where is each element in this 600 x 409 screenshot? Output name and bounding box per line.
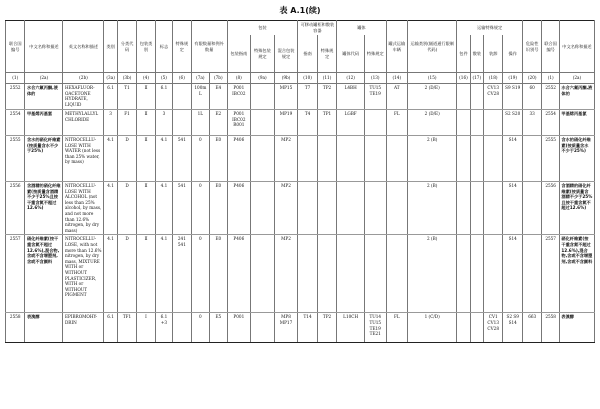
cell-un2: 2552 — [542, 84, 559, 110]
column-number: (7a) — [191, 73, 209, 84]
column-number: (18) — [483, 73, 502, 84]
cell-un2: 2556 — [542, 182, 559, 235]
cell-eq: E2 — [210, 110, 227, 136]
cell-eq: E0 — [210, 235, 227, 313]
cell-s18 — [483, 110, 502, 136]
cell-un: 2554 — [6, 110, 25, 136]
cell-pp — [251, 235, 275, 313]
cell-lq: 100mL — [191, 84, 209, 110]
cell-cn: 含酒精的硝化纤维素(按质量含酒精不少于25%且按干重含氮不超过12.6%) — [25, 182, 63, 235]
cell-pti — [298, 182, 317, 235]
column-number: (20) — [522, 73, 541, 84]
cell-tcat: 2 (B) — [408, 182, 457, 235]
column-number: (15) — [408, 73, 457, 84]
header-tank-special: 特殊规定 — [365, 35, 387, 73]
column-number: (16) — [457, 73, 470, 84]
column-number: (1) — [542, 73, 559, 84]
column-number: (5) — [155, 73, 172, 84]
header-packing-group: 包装类别 — [137, 21, 155, 73]
cell-en: EPIBROMOHY-DRIN — [63, 313, 104, 343]
cell-lq: 0 — [191, 313, 209, 343]
cell-lbl: 3 — [155, 110, 172, 136]
cell-sp: 541 — [173, 182, 191, 235]
cell-mp: MP15 — [274, 84, 298, 110]
table-row — [6, 313, 595, 343]
cell-tc: L4BH — [337, 84, 365, 110]
cell-mp: MP2 — [274, 235, 298, 313]
cell-un: 2558 — [6, 313, 25, 343]
cell-pti: T7 — [298, 84, 317, 110]
cell-s19: S2 S20 — [503, 110, 523, 136]
cell-sp — [173, 110, 191, 136]
cell-s16 — [457, 136, 470, 182]
cell-ts — [365, 110, 387, 136]
cell-vt: FL — [386, 313, 408, 343]
cell-code: TF1 — [117, 313, 136, 343]
header-hazard-id: 危险性识别号 — [522, 21, 541, 73]
cell-pi: P406 — [227, 182, 251, 235]
cell-tcat: 1 (C/D) — [408, 313, 457, 343]
header-tank-code: 罐体代码 — [337, 35, 365, 73]
cell-ts: TU15 TE19 — [365, 84, 387, 110]
cell-sp — [173, 84, 191, 110]
cell-pp — [251, 110, 275, 136]
cell-hz — [522, 136, 541, 182]
cell-tc: LGBF — [337, 110, 365, 136]
cell-s17 — [470, 136, 483, 182]
header-class: 类别 — [104, 21, 117, 73]
header-special-provisions: 特殊规定 — [173, 21, 191, 73]
cell-tc — [337, 136, 365, 182]
table-row — [6, 110, 595, 136]
cell-hz: 663 — [522, 313, 541, 343]
cell-s17 — [470, 110, 483, 136]
cell-pts: TP2 — [317, 313, 337, 343]
column-number: (14) — [386, 73, 408, 84]
header-ts-load: 装卸 — [483, 35, 502, 73]
table-row — [6, 235, 595, 313]
cell-lbl: 6.1 +3 — [155, 313, 172, 343]
table-row — [6, 136, 595, 182]
cell-un2: 2554 — [542, 110, 559, 136]
header-name-cn: 中文名称和描述 — [25, 21, 63, 73]
cell-s16 — [457, 84, 470, 110]
cell-cn2: 水合六氟丙酮,液体的 — [559, 84, 594, 110]
cell-cls: 4.1 — [104, 235, 117, 313]
cell-tcat: 2 (D/E) — [408, 84, 457, 110]
cell-eq: E0 — [210, 182, 227, 235]
cell-vt — [386, 182, 408, 235]
column-number: (19) — [503, 73, 523, 84]
header-classification-code: 分类代码 — [117, 21, 136, 73]
cell-pti: T14 — [298, 313, 317, 343]
cell-s16 — [457, 182, 470, 235]
cell-pp — [251, 313, 275, 343]
cell-code: F1 — [117, 110, 136, 136]
cell-un: 2557 — [6, 235, 25, 313]
column-number-row — [6, 73, 595, 84]
header-tank: 罐体 — [337, 21, 386, 36]
cell-cls: 3 — [104, 110, 117, 136]
cell-eq: E0 — [210, 136, 227, 182]
cell-pg: Ⅱ — [137, 84, 155, 110]
cell-tcat: 2 (B) — [408, 235, 457, 313]
cell-cn: 表溴醇 — [25, 313, 63, 343]
cell-cn: 甲基烯丙基氯 — [25, 110, 63, 136]
cell-mp: MP8 MP17 — [274, 313, 298, 343]
header-transport-category: 运输类别(隧道通行限制代码) — [408, 21, 457, 73]
table-title: 表 A.1(续) — [279, 6, 321, 15]
cell-pi: P406 — [227, 235, 251, 313]
cell-sp: 541 — [173, 136, 191, 182]
cell-s18: CV13 CV28 — [483, 84, 502, 110]
cell-code: T1 — [117, 84, 136, 110]
cell-ts: TU14 TU15 TE19 TE21 — [365, 313, 387, 343]
column-number: (8) — [227, 73, 251, 84]
column-number: (3b) — [117, 73, 136, 84]
cell-un: 2552 — [6, 84, 25, 110]
cell-pg: Ⅱ — [137, 136, 155, 182]
cell-lbl: 4.1 — [155, 136, 172, 182]
cell-tc: L10CH — [337, 313, 365, 343]
column-number: (3a) — [104, 73, 117, 84]
column-number: (17) — [470, 73, 483, 84]
cell-s18: CV1 CV13 CV28 — [483, 313, 502, 343]
cell-eq: E5 — [210, 313, 227, 343]
cell-en: NITROCELLU-LOSE, with not more than 12.6% nitrogen, by dry mass, MIXTURE WITH or WITHOUT PLASTICIZER, WITH or WITHOUT PIGMENT — [63, 235, 104, 313]
cell-vt: AT — [386, 84, 408, 110]
cell-lq: 0 — [191, 136, 209, 182]
header-pack-instr: 包装指南 — [227, 35, 251, 73]
cell-s19: S9 S19 — [503, 84, 523, 110]
cell-s18 — [483, 182, 502, 235]
cell-pti — [298, 136, 317, 182]
cell-mp: MP2 — [274, 182, 298, 235]
cell-pti: T4 — [298, 110, 317, 136]
cell-code: D — [117, 182, 136, 235]
cell-tc — [337, 235, 365, 313]
cell-code: D — [117, 235, 136, 313]
column-number: (12) — [337, 73, 365, 84]
header-labels: 标志 — [155, 21, 172, 73]
cell-cls: 6.1 — [104, 313, 117, 343]
cell-lq: 0 — [191, 235, 209, 313]
cell-s16 — [457, 313, 470, 343]
cell-s17 — [470, 235, 483, 313]
cell-cls: 4.1 — [104, 136, 117, 182]
dangerous-goods-table — [5, 20, 595, 343]
cell-s17 — [470, 313, 483, 343]
cell-cn2: 表溴醇 — [559, 313, 594, 343]
cell-s16 — [457, 235, 470, 313]
cell-lq: 1L — [191, 110, 209, 136]
cell-cn2: 硝化纤维素(按干重含氮不超过12.6%),混合物,含或不含增塑剂,含或不含颜料 — [559, 235, 594, 313]
cell-lbl: 4.1 — [155, 182, 172, 235]
cell-s17 — [470, 84, 483, 110]
cell-cn2: 含酒精的硝化纤维素(按质量含酒精不少于25%且按干重含氮不超过12.6%) — [559, 182, 594, 235]
cell-hz — [522, 235, 541, 313]
cell-un: 2555 — [6, 136, 25, 182]
cell-vt — [386, 235, 408, 313]
column-number: (10) — [298, 73, 317, 84]
table-row — [6, 182, 595, 235]
column-number: (4) — [137, 73, 155, 84]
cell-pti — [298, 235, 317, 313]
cell-en: NITROCELLU-LOSE WITH ALCOHOL (not less than 25% alcohol, by mass, and not more than 12.6% nitrogen, by dry mass) — [63, 182, 104, 235]
cell-s16 — [457, 110, 470, 136]
cell-cls: 4.1 — [104, 182, 117, 235]
cell-s19: S14 — [503, 235, 523, 313]
table-row — [6, 84, 595, 110]
column-number: (2a) — [25, 73, 63, 84]
cell-cn: 硝化纤维素(按干重含氮不超过12.6%),混合物,含或不含增塑剂,含或不含颜料 — [25, 235, 63, 313]
cell-pts: TP2 — [317, 84, 337, 110]
header-name-cn-repeat: 中文名称和描述 — [559, 21, 594, 73]
cell-en: HEXAFLUOR-OACETONE HYDRATE, LIQUID — [63, 84, 104, 110]
cell-pts — [317, 136, 337, 182]
header-pt-instr: 指南 — [298, 35, 317, 73]
cell-vt: FL — [386, 110, 408, 136]
column-number: (2b) — [63, 73, 104, 84]
cell-code: D — [117, 136, 136, 182]
cell-pg: Ⅱ — [137, 110, 155, 136]
header-un-no-repeat: 联合国编号 — [542, 21, 559, 73]
cell-cn: 含水的硝化纤维素(按质量含水不少于25%) — [25, 136, 63, 182]
header-vehicle-tank: 罐式运输车辆 — [386, 21, 408, 73]
cell-ts — [365, 235, 387, 313]
header-ts-bulk: 散装 — [470, 35, 483, 73]
table-body — [6, 84, 595, 343]
cell-s18 — [483, 136, 502, 182]
cell-tcat: 2 (B) — [408, 136, 457, 182]
header-transport-special: 运输特殊规定 — [457, 21, 523, 36]
header-pack-special: 特殊包装规定 — [251, 35, 275, 73]
cell-un: 2556 — [6, 182, 25, 235]
cell-hz — [522, 182, 541, 235]
cell-pi: P001 IBC02 — [227, 84, 251, 110]
cell-pg: Ⅰ — [137, 313, 155, 343]
header-ts-oper: 操作 — [503, 35, 523, 73]
cell-s19: S14 — [503, 182, 523, 235]
cell-s19: S14 — [503, 136, 523, 182]
cell-cn2: 甲基烯丙基氯 — [559, 110, 594, 136]
cell-tc — [337, 182, 365, 235]
cell-lbl: 6.1 — [155, 84, 172, 110]
cell-pg: Ⅱ — [137, 182, 155, 235]
column-number: (13) — [365, 73, 387, 84]
header-portable-tank: 可移动罐柜和散装容器 — [298, 21, 337, 36]
header-limited-excepted: 有限数量和例外数量 — [191, 21, 227, 73]
cell-pp — [251, 182, 275, 235]
column-number: (1) — [6, 73, 25, 84]
cell-mp: MP2 — [274, 136, 298, 182]
column-number: (2a) — [559, 73, 594, 84]
cell-pi: P406 — [227, 136, 251, 182]
column-number: (11) — [317, 73, 337, 84]
cell-pg: Ⅱ — [137, 235, 155, 313]
cell-s17 — [470, 182, 483, 235]
column-number: (9b) — [274, 73, 298, 84]
cell-en: NITROCELLU-LOSE WITH WATER (not less than 25% water, by mass) — [63, 136, 104, 182]
cell-hz: 60 — [522, 84, 541, 110]
cell-hz: 33 — [522, 110, 541, 136]
cell-pts — [317, 235, 337, 313]
header-pt-special: 特殊规定 — [317, 35, 337, 73]
cell-pp — [251, 136, 275, 182]
cell-s18 — [483, 235, 502, 313]
cell-lq: 0 — [191, 182, 209, 235]
cell-un2: 2558 — [542, 313, 559, 343]
cell-un2: 2555 — [542, 136, 559, 182]
column-number: (7b) — [210, 73, 227, 84]
cell-pp — [251, 84, 275, 110]
cell-pts: TP1 — [317, 110, 337, 136]
cell-ts — [365, 182, 387, 235]
cell-s19: S2 S9 S14 — [503, 313, 523, 343]
cell-eq: E4 — [210, 84, 227, 110]
cell-cn: 水合六氟丙酮,液体的 — [25, 84, 63, 110]
header-mixed-pack: 混合包装规定 — [274, 35, 298, 73]
header-name-en: 英文名称和描述 — [63, 21, 104, 73]
column-number: (9a) — [251, 73, 275, 84]
cell-pi: P001 — [227, 313, 251, 343]
cell-cls: 6.1 — [104, 84, 117, 110]
cell-sp: 241 541 — [173, 235, 191, 313]
cell-cn2: 含水的硝化纤维素(按质量含水不少于25%) — [559, 136, 594, 182]
column-number: (6) — [173, 73, 191, 84]
cell-un2: 2557 — [542, 235, 559, 313]
header-un-no: 联合国编号 — [6, 21, 25, 73]
cell-pts — [317, 182, 337, 235]
cell-ts — [365, 136, 387, 182]
cell-en: METHYLALLYL CHLORIDE — [63, 110, 104, 136]
cell-sp — [173, 313, 191, 343]
cell-tcat: 2 (D/E) — [408, 110, 457, 136]
cell-lbl: 4.1 — [155, 235, 172, 313]
cell-vt — [386, 136, 408, 182]
cell-pi: P001 IBC02 R001 — [227, 110, 251, 136]
header-packaging: 包装 — [227, 21, 298, 36]
cell-mp: MP19 — [274, 110, 298, 136]
header-ts-pkg: 包件 — [457, 35, 470, 73]
